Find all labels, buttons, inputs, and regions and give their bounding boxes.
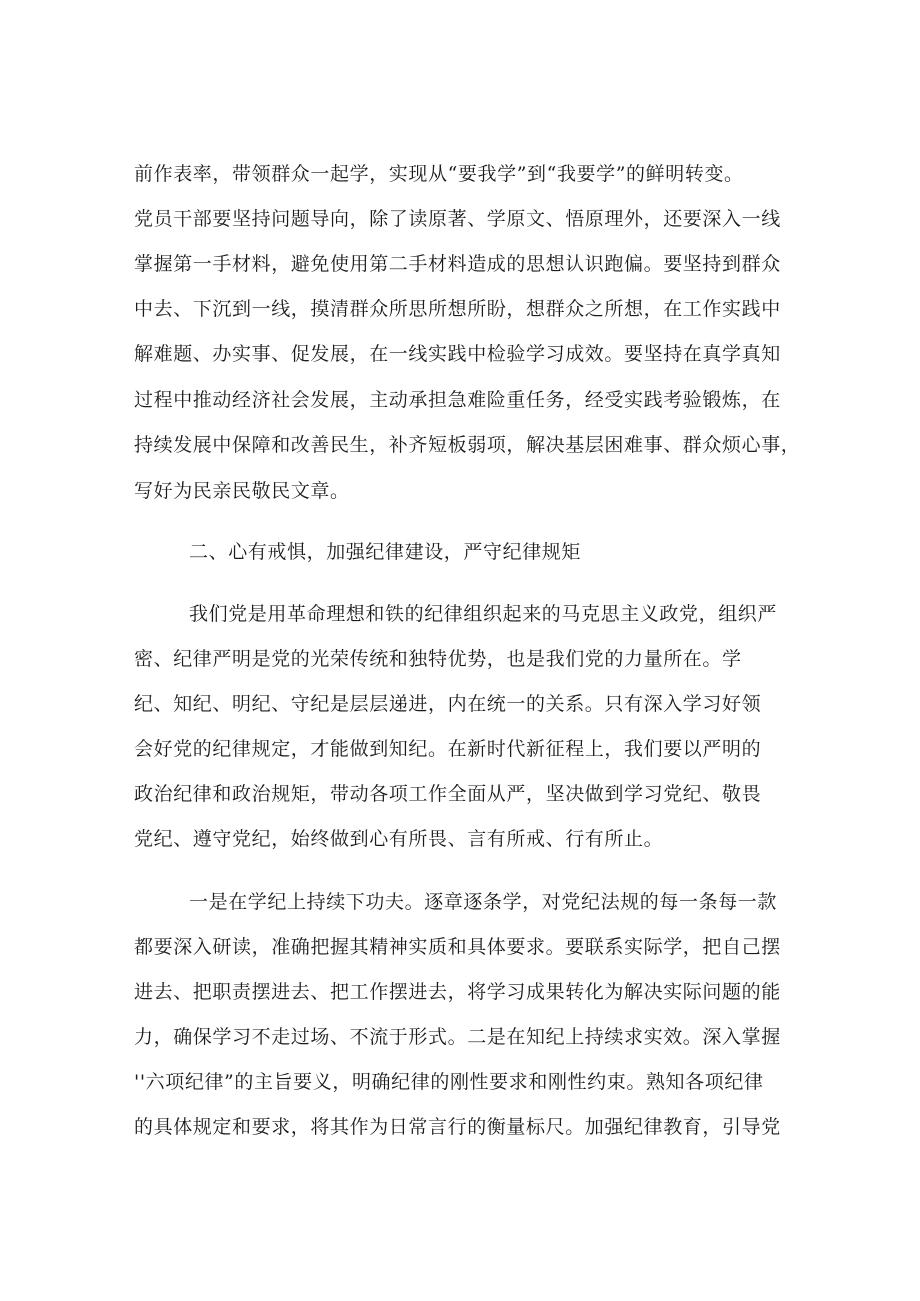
text-line: 写好为民亲民敬民文章。 — [134, 480, 350, 502]
text-line: 纪、知纪、明纪、守纪是层层递进，内在统一的关系。只有深入学习好领 — [134, 693, 762, 715]
text-line: 解难题、办实事、促发展，在一线实践中检验学习成效。要坚持在真学真知 — [134, 343, 781, 365]
text-line: 会好党的纪律规定，才能做到知纪。在新时代新征程上，我们要以严明的 — [134, 738, 762, 760]
text-line: 密、纪律严明是党的光荣传统和独特优势，也是我们党的力量所在。学 — [134, 648, 742, 670]
text-line: 持续发展中保障和改善民生，补齐短板弱项，解决基层困难事、群众烦心事， — [134, 434, 801, 456]
text-line: 过程中推动经济社会发展，主动承担急难险重任务，经受实践考验锻炼，在 — [134, 389, 781, 411]
text-line: 的具体规定和要求，将其作为日常言行的衡量标尺。加强纪律教育，引导党 — [134, 1116, 781, 1138]
text-line: 我们党是用革命理想和铁的纪律组织起来的马克思主义政党，组织严 — [189, 603, 778, 625]
text-line: 一是在学纪上持续下功夫。逐章逐条学，对党纪法规的每一条每一款 — [189, 891, 778, 913]
text-line: 进去、把职责摆进去、把工作摆进去，将学习成果转化为解决实际问题的能 — [134, 981, 781, 1003]
text-line: 党员干部要坚持问题导向，除了读原著、学原文、悟原理外，还要深入一线 — [134, 208, 781, 230]
text-line: 前作表率，带领群众一起学，实现从“要我学”到“我要学”的鲜明转变。 — [134, 163, 744, 185]
text-line: 党纪、遵守党纪，始终做到心有所畏、言有所戒、行有所止。 — [134, 828, 664, 850]
text-line: 力，确保学习不走过场、不流于形式。二是在知纪上持续求实效。深入掌握 — [134, 1026, 781, 1048]
section-heading: 二、心有戒惧，加强纪律建设，严守纪律规矩 — [189, 541, 582, 563]
text-line: 都要深入研读，准确把握其精神实质和具体要求。要联系实际学，把自己摆 — [134, 936, 781, 958]
text-line: 中去、下沉到一线，摸清群众所思所想所盼，想群众之所想，在工作实践中 — [134, 298, 781, 320]
text-line: ''六项纪律”的主旨要义，明确纪律的刚性要求和刚性约束。熟知各项纪律 — [134, 1071, 764, 1093]
text-line: 掌握第一手材料，避免使用第二手材料造成的思想认识跑偏。要坚持到群众 — [134, 253, 781, 275]
text-line: 政治纪律和政治规矩，带动各项工作全面从严，坚决做到学习党纪、敬畏 — [134, 783, 762, 805]
